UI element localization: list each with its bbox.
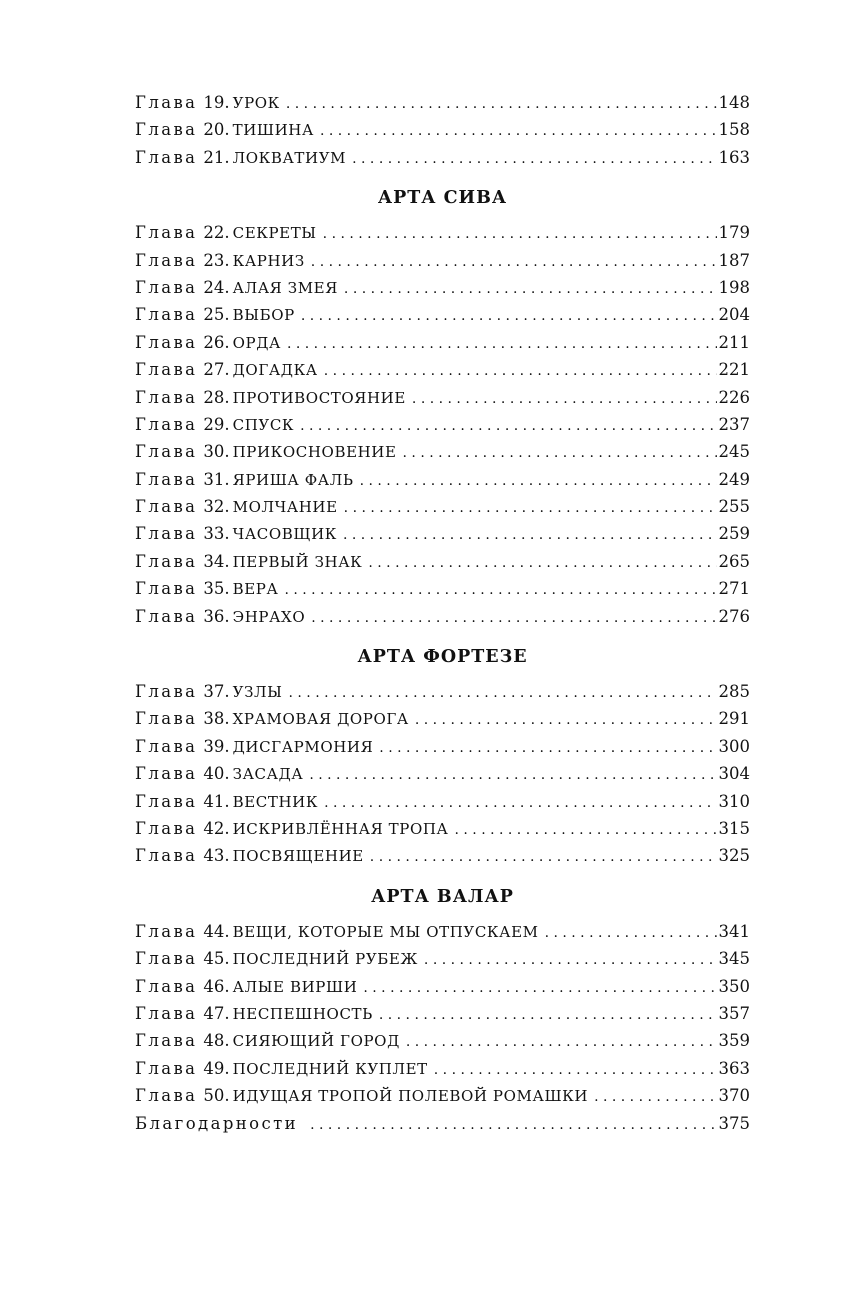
chapter-word: Глава [135,524,198,544]
chapter-title: ДОГАДКА [232,361,318,380]
chapter-word: Глава [135,332,198,352]
toc-entry [135,1000,750,1027]
dot-leader [289,680,717,705]
chapter-number: 25. [203,305,230,325]
section-heading: АРТА СИВА [377,188,508,209]
chapter-title: СПУСК [232,415,295,434]
page-number: 341 [718,921,750,941]
chapter-title: АЛАЯ ЗМЕЯ [232,278,338,297]
page-number: 179 [718,223,750,243]
toc-entry [135,219,750,246]
chapter-word: Глава [135,93,198,112]
chapter-number: 26. [203,332,230,352]
page-number: 158 [718,120,750,140]
dot-leader [403,440,717,465]
chapter-number: 44. [203,921,230,941]
page-number: 276 [718,606,750,626]
chapter-number: 19. [203,93,230,112]
chapter-title: СИЯЮЩИЙ ГОРОД [232,1032,400,1051]
chapter-title: СЕКРЕТЫ [232,224,317,243]
toc-entry [135,945,750,972]
dot-leader [379,1002,717,1027]
chapter-number: 42. [203,818,230,838]
toc-entry [135,520,750,547]
chapter-title: МОЛЧАНИЕ [232,498,338,517]
chapter-word: Глава [135,250,198,270]
page-number: 163 [718,147,750,167]
chapter-word: Глава [135,414,198,434]
chapter-title: АЛЫЕ ВИРШИ [232,977,358,996]
chapter-word: Глава [135,497,198,517]
chapter-word: Глава [135,387,198,407]
page-number: 259 [718,524,750,544]
dot-leader [309,762,716,787]
chapter-title: ИСКРИВЛЁННАЯ ТРОПА [232,819,449,838]
section-heading: АРТА ФОРТЕЗЕ [357,647,528,668]
chapter-title: НЕСПЕШНОСТЬ [232,1004,373,1023]
chapter-word: Глава [135,277,198,297]
chapter-number: 47. [203,1003,230,1023]
dot-leader [412,386,717,411]
toc-entry [135,733,750,760]
dot-leader [300,413,716,438]
chapter-number: 38. [203,709,230,729]
chapter-title: ВЕСТНИК [232,792,319,811]
dot-leader [320,118,717,143]
chapter-title: ПОСЛЕДНИЙ РУБЕЖ [232,950,418,969]
dot-leader [379,735,716,760]
chapter-word: Глава [135,120,198,140]
chapter-title: ВЕЩИ, КОТОРЫЕ МЫ ОТПУСКАЕМ [232,922,539,941]
dot-leader [415,707,717,732]
toc-section [135,89,750,171]
dot-leader [434,1057,717,1082]
chapter-title: ПРОТИВОСТОЯНИЕ [232,388,406,407]
toc-entry [135,329,750,356]
dot-leader [284,577,716,602]
chapter-word: Глава [135,469,198,489]
chapter-title: ХРАМОВАЯ ДОРОГА [232,710,409,729]
dot-leader [360,468,717,493]
chapter-title: ДИСГАРМОНИЯ [232,737,374,756]
chapter-number: 20. [203,120,230,140]
chapter-number: 35. [203,579,230,599]
page-number: 187 [718,250,750,270]
chapter-number: 27. [203,360,230,380]
page-number: 237 [718,414,750,434]
chapter-number: 33. [203,524,230,544]
chapter-word: Глава [135,846,198,866]
toc-entry [135,603,750,630]
toc-entry [135,247,750,274]
toc-section [135,636,750,870]
chapter-word: Глава [135,1003,198,1023]
chapter-word: Глава [135,223,198,243]
chapter-number: 29. [203,414,230,434]
page-number: 363 [718,1058,750,1078]
chapter-word: Благодарности [135,1113,299,1133]
dot-leader [344,276,717,301]
chapter-title: ЭНРАХО [232,607,306,626]
toc-entry [135,356,750,383]
chapter-word: Глава [135,1031,198,1051]
dot-leader [363,975,716,1000]
chapter-word: Глава [135,949,198,969]
chapter-word: Глава [135,442,198,462]
toc-entry [135,1055,750,1082]
dot-leader [424,947,717,972]
page-number: 211 [718,332,750,352]
dot-leader [324,358,717,383]
chapter-number: 23. [203,250,230,270]
chapter-word: Глава [135,1058,198,1078]
chapter-number: 34. [203,551,230,571]
page-number: 304 [718,764,750,784]
dot-leader [343,522,717,547]
page-number: 204 [718,305,750,325]
chapter-number: 39. [203,736,230,756]
dot-leader [323,221,717,246]
dot-leader [352,146,716,171]
dot-leader [368,550,716,575]
chapter-number: 41. [203,791,230,811]
toc-entry [135,760,750,787]
chapter-word: Глава [135,551,198,571]
dot-leader [406,1029,717,1054]
chapter-number: 31. [203,469,230,489]
dot-leader [311,605,716,630]
chapter-word: Глава [135,736,198,756]
chapter-title: ОРДА [232,333,281,352]
toc-entry [135,815,750,842]
chapter-word: Глава [135,1086,198,1106]
toc-entry [135,384,750,411]
toc-entry [135,1110,750,1137]
chapter-title: ЧАСОВЩИК [232,525,337,544]
dot-leader [324,790,716,815]
chapter-number: 21. [203,147,230,167]
page-number: 198 [718,277,750,297]
chapter-title: ПЕРВЫЙ ЗНАК [232,552,363,571]
dot-leader [370,844,717,869]
toc-entry [135,144,750,171]
chapter-title: ЗАСАДА [232,765,304,784]
chapter-word: Глава [135,818,198,838]
toc-entry [135,116,750,143]
chapter-title: ТИШИНА [232,121,314,140]
chapter-number: 45. [203,949,230,969]
chapter-title: ВЕРА [232,580,279,599]
page-number: 375 [718,1113,750,1133]
page-number: 249 [718,469,750,489]
chapter-title: ВЫБОР [232,306,295,325]
toc-entry [135,1082,750,1109]
table-of-contents [135,89,750,1137]
toc-entry [135,301,750,328]
chapter-number: 22. [203,223,230,243]
page-number: 245 [718,442,750,462]
page-number: 300 [718,736,750,756]
dot-leader [287,331,717,356]
chapter-number: 48. [203,1031,230,1051]
chapter-number: 37. [203,682,230,702]
chapter-word: Глава [135,305,198,325]
page-number: 226 [718,387,750,407]
chapter-title: ИДУЩАЯ ТРОПОЙ ПОЛЕВОЙ РОМАШКИ [232,1087,589,1106]
section-heading: АРТА ВАЛАР [371,886,514,907]
page-number: 255 [718,497,750,517]
toc-entry [135,842,750,869]
toc-entry [135,466,750,493]
chapter-word: Глава [135,360,198,380]
toc-entry [135,89,750,116]
page-number: 285 [718,682,750,702]
chapter-title: УЗЛЫ [232,683,283,702]
toc-section [135,876,750,1137]
chapter-title: КАРНИЗ [232,251,305,270]
page-number: 221 [718,360,750,380]
chapter-word: Глава [135,147,198,167]
toc-entry [135,548,750,575]
page-number: 359 [718,1031,750,1051]
chapter-number: 24. [203,277,230,297]
chapter-number: 49. [203,1058,230,1078]
dot-leader [594,1084,716,1109]
dot-leader [301,303,717,328]
toc-entry [135,973,750,1000]
chapter-title: ПОСЛЕДНИЙ КУПЛЕТ [232,1059,428,1078]
toc-entry [135,1027,750,1054]
chapter-number: 46. [203,976,230,996]
dot-leader [455,817,717,842]
toc-entry [135,705,750,732]
toc-entry [135,411,750,438]
chapter-title: ПОСВЯЩЕНИЕ [232,847,364,866]
page-number: 325 [718,846,750,866]
page-number: 357 [718,1003,750,1023]
toc-entry [135,678,750,705]
chapter-word: Глава [135,682,198,702]
toc-entry [135,575,750,602]
chapter-title: ЯРИША ФАЛЬ [232,470,354,489]
chapter-word: Глава [135,764,198,784]
page-number: 315 [718,818,750,838]
chapter-word: Глава [135,791,198,811]
toc-entry [135,493,750,520]
page-number: 350 [718,976,750,996]
chapter-number: 28. [203,387,230,407]
dot-leader [344,495,717,520]
toc-entry [135,918,750,945]
chapter-number: 50. [203,1086,230,1106]
page-number: 291 [718,709,750,729]
page-number: 345 [718,949,750,969]
chapter-title: ПРИКОСНОВЕНИЕ [232,443,397,462]
chapter-word: Глава [135,709,198,729]
chapter-title: УРОК [232,94,280,112]
dot-leader [311,249,717,274]
page-number: 271 [718,579,750,599]
chapter-number: 43. [203,846,230,866]
chapter-word: Глава [135,976,198,996]
page-number: 310 [718,791,750,811]
toc-entry [135,788,750,815]
page-number: 265 [718,551,750,571]
toc-entry [135,274,750,301]
page-number: 148 [718,93,750,112]
dot-leader [310,1112,716,1137]
dot-leader [545,920,717,945]
chapter-number: 32. [203,497,230,517]
page-number: 370 [718,1086,750,1106]
chapter-title: ЛОКВАТИУМ [232,148,347,167]
chapter-number: 40. [203,764,230,784]
dot-leader [286,91,717,116]
chapter-word: Глава [135,606,198,626]
toc-section [135,177,750,630]
chapter-number: 30. [203,442,230,462]
chapter-word: Глава [135,921,198,941]
chapter-word: Глава [135,579,198,599]
chapter-number: 36. [203,606,230,626]
toc-entry [135,438,750,465]
